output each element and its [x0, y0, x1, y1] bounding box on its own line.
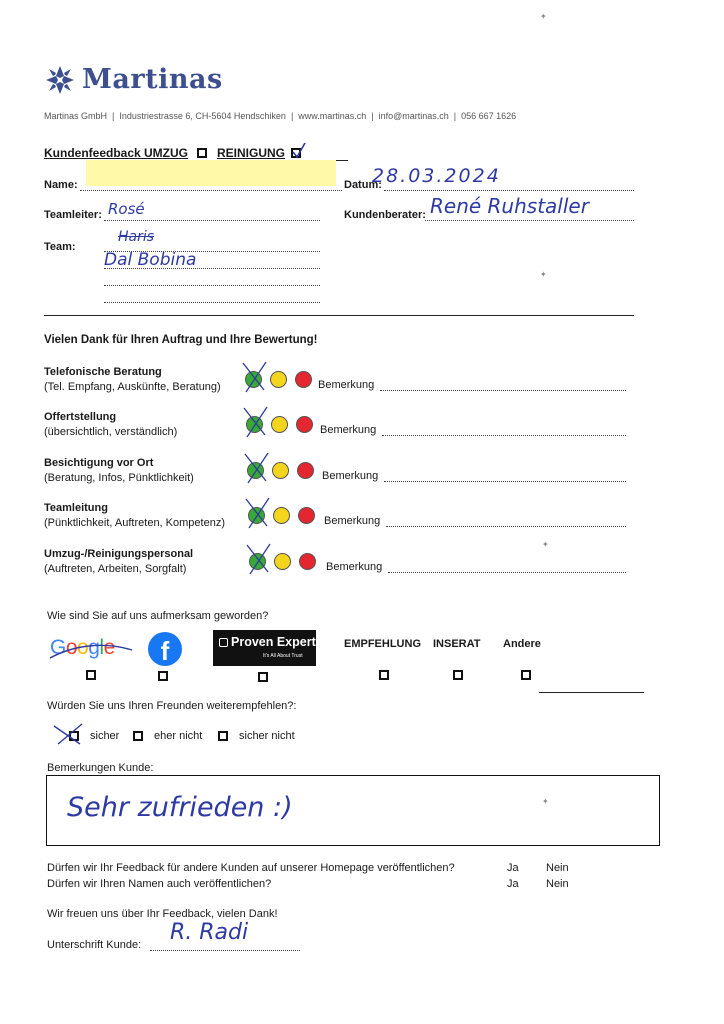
- team-line-3: [104, 285, 320, 286]
- rating-subtitle: (Pünktlichkeit, Auftreten, Kompetenz): [44, 517, 225, 529]
- teamleader-value[interactable]: Rosé: [108, 200, 145, 218]
- publish-yes-2[interactable]: Ja: [507, 878, 519, 890]
- comments-text: Sehr zufrieden :): [67, 792, 293, 823]
- other-line: [539, 692, 644, 693]
- proven-expert-logo: [213, 630, 316, 666]
- other-label: Andere: [503, 638, 541, 650]
- date-line: [384, 190, 634, 191]
- checkbox-sicher-nicht[interactable]: [218, 731, 228, 741]
- form-title: [44, 146, 188, 160]
- publish-question-1: Dürfen wir Ihr Feedback für andere Kunden auf unserer Homepage veröffentlichen?: [47, 862, 455, 874]
- checkbox-eher-nicht[interactable]: [133, 731, 143, 741]
- rating-remark-line[interactable]: [384, 481, 626, 482]
- checkbox-google[interactable]: [86, 670, 96, 680]
- option-sicher-nicht: sicher nicht: [239, 730, 295, 742]
- facebook-logo: [148, 632, 182, 666]
- date-value[interactable]: 28.03.2024: [372, 165, 501, 187]
- scan-speck: ✦: [540, 270, 547, 279]
- advisor-line: [425, 220, 634, 221]
- advisor-label: Kundenberater:: [344, 209, 426, 221]
- rating-cross-icon: [244, 542, 274, 576]
- proven-expert-tagline: It's All About Trust: [263, 653, 303, 659]
- source-question: Wie sind Sie auf uns aufmerksam geworden?: [47, 610, 269, 622]
- rating-bad-icon[interactable]: [298, 507, 315, 524]
- rating-title: Telefonische Beratung: [44, 366, 162, 378]
- proven-expert-text: Proven Expert: [231, 635, 316, 649]
- signature-value[interactable]: R. Radi: [170, 920, 249, 945]
- scan-speck: ✦: [542, 540, 549, 549]
- signature-line: [150, 950, 300, 951]
- rating-remark-line[interactable]: [386, 526, 626, 527]
- rating-neutral-icon[interactable]: [274, 553, 291, 570]
- facebook-icon: f: [160, 636, 170, 666]
- logo-icon: [44, 64, 76, 96]
- name-label: Name:: [44, 179, 78, 191]
- publish-question-2: Dürfen wir Ihren Namen auch veröffentlichen?: [47, 878, 272, 890]
- comments-label: Bemerkungen Kunde:: [47, 762, 154, 774]
- check-mark-icon: [291, 142, 307, 160]
- team-member-2[interactable]: Dal Bobina: [104, 250, 197, 270]
- rating-cross-icon: [240, 360, 270, 394]
- rating-title: Umzug-/Reinigungspersonal: [44, 548, 194, 560]
- rating-remark-label: Bemerkung: [318, 379, 375, 391]
- rating-neutral-icon[interactable]: [271, 416, 288, 433]
- recommendation-label: EMPFEHLUNG: [344, 638, 421, 650]
- sicher-cross-icon: [52, 722, 88, 748]
- rating-neutral-icon[interactable]: [270, 371, 287, 388]
- google-strike-icon: [46, 632, 136, 666]
- checkbox-reinigung[interactable]: [291, 148, 301, 158]
- rating-bad-icon[interactable]: [296, 416, 313, 433]
- rating-remark-line[interactable]: [388, 572, 626, 573]
- rating-subtitle: (Tel. Empfang, Auskünfte, Beratung): [44, 381, 221, 393]
- checkbox-umzug[interactable]: [197, 148, 207, 158]
- form-title-umzug: Kundenfeedback UMZUG: [44, 146, 189, 160]
- google-logo: Google: [50, 636, 115, 659]
- checkbox-other[interactable]: [521, 670, 531, 680]
- teamleader-line: [104, 220, 320, 221]
- rating-cross-icon: [242, 451, 272, 485]
- rating-remark-label: Bemerkung: [324, 515, 381, 527]
- closing-thanks: Wir freuen uns über Ihr Feedback, vielen Dank!: [47, 908, 278, 920]
- option-sicher: sicher: [90, 730, 120, 742]
- rating-subtitle: (übersichtlich, verständlich): [44, 426, 178, 438]
- proven-expert-icon: [219, 638, 228, 647]
- brand-name: Martinas: [82, 64, 223, 95]
- form-title-reinigung: REINIGUNG: [217, 146, 286, 160]
- rating-bad-icon[interactable]: [297, 462, 314, 479]
- company-address: Martinas GmbH | Industriestrasse 6, CH-5604 Hendschiken | www.martinas.ch | info@martinas.ch | 056 667 1626: [44, 111, 517, 121]
- rating-remark-label: Bemerkung: [320, 424, 377, 436]
- rating-neutral-icon[interactable]: [272, 462, 289, 479]
- name-redaction: [86, 160, 336, 186]
- checkbox-proven-expert[interactable]: [258, 672, 268, 682]
- rating-remark-label: Bemerkung: [322, 470, 379, 482]
- scan-speck: ✦: [542, 797, 549, 806]
- teamleader-label: Teamleiter:: [44, 209, 102, 221]
- rating-remark-line[interactable]: [380, 390, 626, 391]
- rating-remark-label: Bemerkung: [326, 561, 383, 573]
- comments-box[interactable]: [46, 775, 660, 846]
- date-label: Datum:: [344, 179, 382, 191]
- team-member-1[interactable]: Haris: [118, 229, 155, 245]
- rating-title: Teamleitung: [44, 502, 108, 514]
- option-eher-nicht: eher nicht: [154, 730, 203, 742]
- martinas-logo: [44, 64, 76, 96]
- checkbox-facebook[interactable]: [158, 671, 168, 681]
- checkbox-recommendation[interactable]: [379, 670, 389, 680]
- team-line-4: [104, 302, 320, 303]
- rating-bad-icon[interactable]: [295, 371, 312, 388]
- ratings-intro: Vielen Dank für Ihren Auftrag und Ihre Bewertung!: [44, 334, 318, 346]
- rating-neutral-icon[interactable]: [273, 507, 290, 524]
- rating-bad-icon[interactable]: [299, 553, 316, 570]
- advisor-value[interactable]: René Ruhstaller: [430, 194, 589, 218]
- rating-cross-icon: [241, 405, 271, 439]
- ad-label: INSERAT: [433, 638, 481, 650]
- section-divider: [44, 315, 634, 316]
- publish-no-1[interactable]: Nein: [546, 862, 569, 874]
- checkbox-ad[interactable]: [453, 670, 463, 680]
- rating-title: Offertstellung: [44, 411, 117, 423]
- publish-yes-1[interactable]: Ja: [507, 862, 519, 874]
- rating-subtitle: (Auftreten, Arbeiten, Sorgfalt): [44, 563, 187, 575]
- rating-cross-icon: [243, 496, 273, 530]
- signature-label: Unterschrift Kunde:: [47, 939, 142, 951]
- publish-no-2[interactable]: Nein: [546, 878, 569, 890]
- name-line: [80, 190, 342, 191]
- recommend-question: Würden Sie uns Ihren Freunden weiterempfehlen?:: [47, 700, 297, 712]
- team-label: Team:: [44, 241, 76, 253]
- rating-remark-line[interactable]: [382, 435, 626, 436]
- scan-speck: ✦: [540, 12, 547, 21]
- rating-title: Besichtigung vor Ort: [44, 457, 154, 469]
- rating-subtitle: (Beratung, Infos, Pünktlichkeit): [44, 472, 194, 484]
